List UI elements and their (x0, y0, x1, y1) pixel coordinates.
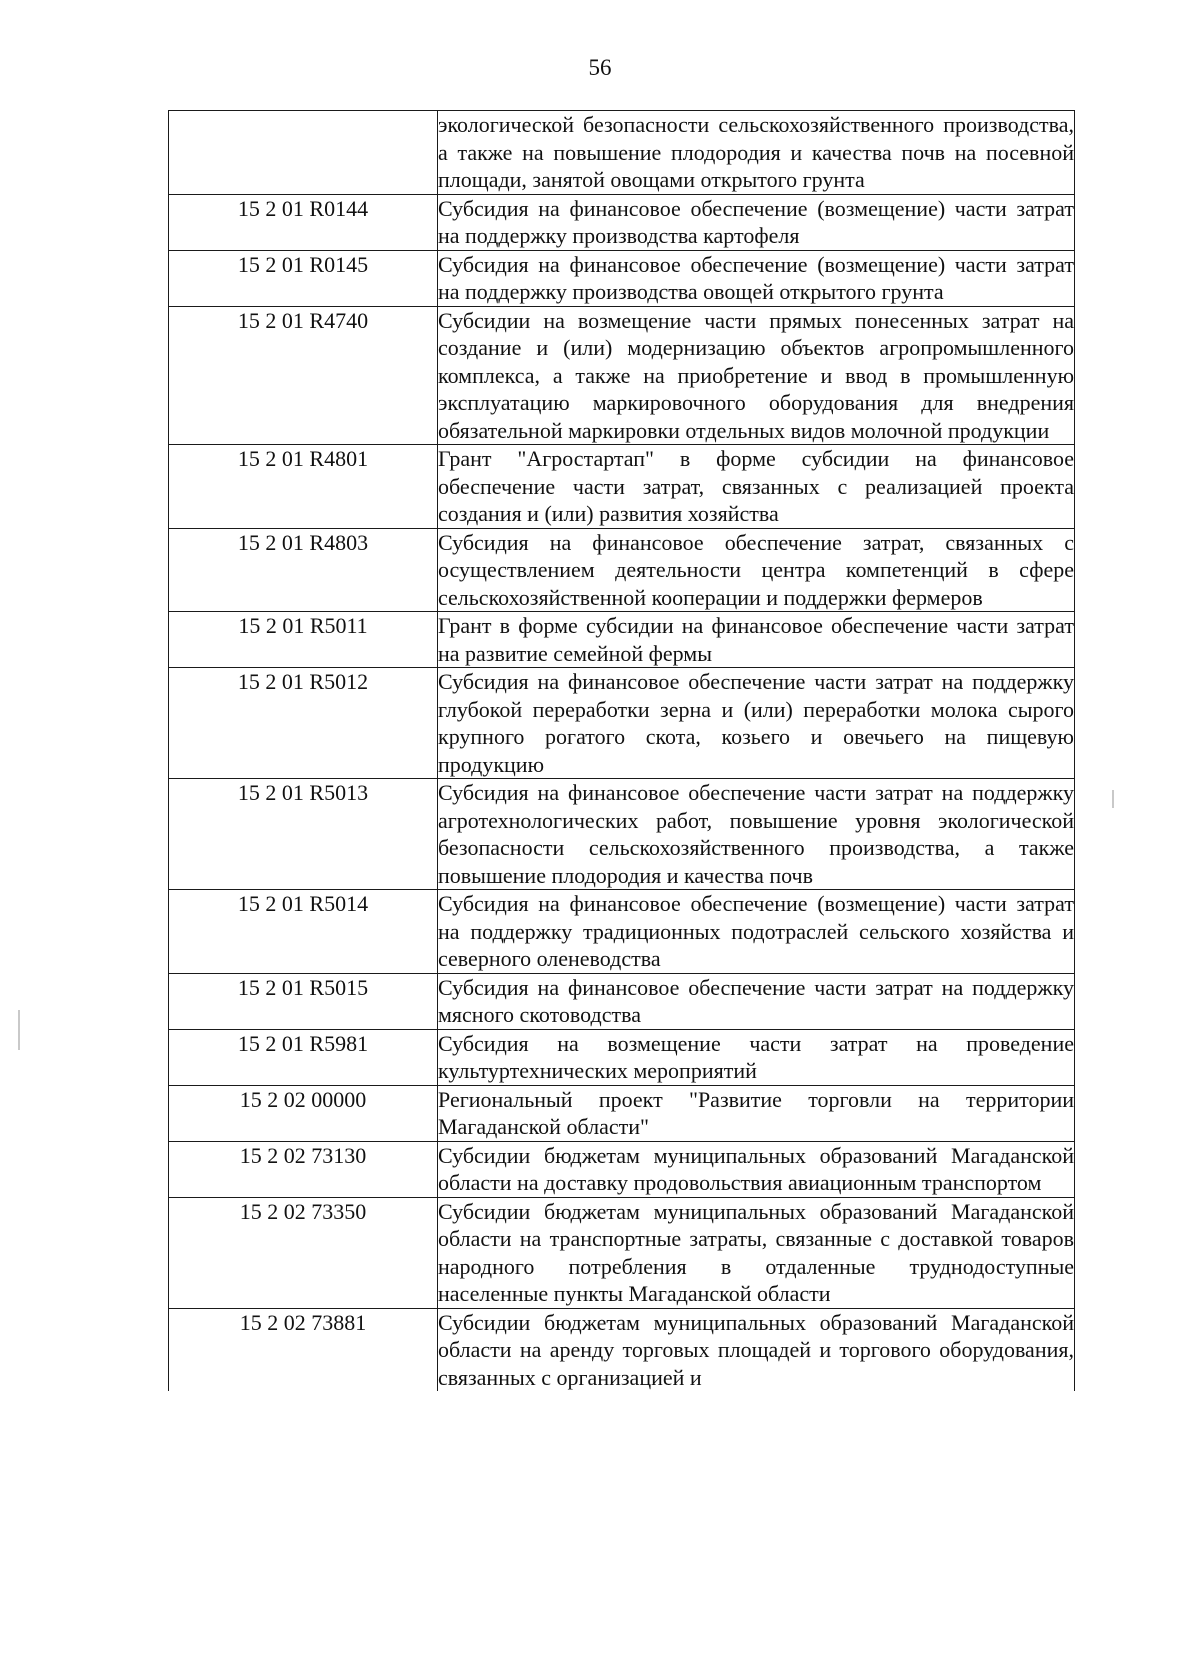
description-cell: Субсидия на финансовое обеспечение (возмещение) части затрат на поддержку производства овощей открытого грунта (438, 251, 1074, 304)
code-cell: 15 2 01 R5012 (169, 668, 438, 779)
table-row (169, 1197, 1075, 1308)
table-row (169, 306, 1075, 445)
code-cell: 15 2 02 73881 (169, 1308, 438, 1391)
code-cell: 15 2 01 R5981 (169, 1029, 438, 1085)
code-cell: 15 2 01 R4803 (169, 528, 438, 612)
description-cell: экологической безопасности сельскохозяйственного производства, а также на повышение плодородия и качества почв на посевной площади, занятой овощами открытого грунта (438, 112, 1074, 192)
code-cell: 15 2 01 R5011 (169, 612, 438, 668)
description-cell: Грант в форме субсидии на финансовое обеспечение части затрат на развитие семейной фермы (438, 613, 1074, 666)
table-row (169, 1085, 1075, 1141)
code-cell (169, 111, 438, 195)
table-row (169, 194, 1075, 250)
table-row (169, 111, 1075, 195)
description-cell: Субсидия на возмещение части затрат на проведение культуртехнических мероприятий (438, 1030, 1074, 1083)
code-cell: 15 2 01 R0145 (169, 250, 438, 306)
description-cell: Субсидия на финансовое обеспечение (возмещение) части затрат на поддержку производства картофеля (438, 195, 1074, 248)
code-cell: 15 2 02 73130 (169, 1141, 438, 1197)
page-number: 56 (588, 55, 612, 80)
code-cell: 15 2 02 73350 (169, 1197, 438, 1308)
table-row (169, 1308, 1075, 1391)
code-cell: 15 2 01 R5013 (169, 779, 438, 890)
scan-artifact-mark (18, 1010, 20, 1050)
description-cell: Региональный проект "Развитие торговли на территории Магаданской области" (438, 1086, 1074, 1139)
table-row (169, 612, 1075, 668)
code-cell: 15 2 01 R4740 (169, 306, 438, 445)
code-cell: 15 2 01 R5015 (169, 973, 438, 1029)
description-cell: Субсидии на возмещение части прямых понесенных затрат на создание и (или) модернизацию объектов агропромышленного комплекса, а также на приобретение и ввод в промышленную эксплуатацию маркировочного оборудования для внедрения обязательной маркировки отдельных видов молочной продукции (438, 307, 1074, 443)
description-cell: Субсидии бюджетам муниципальных образований Магаданской области на аренду торговых площадей и торгового оборудования, связанных с организацией и (438, 1309, 1074, 1390)
description-cell: Субсидии бюджетам муниципальных образований Магаданской области на транспортные затраты, связанные с доставкой товаров народного потребления в отдаленные труднодоступные населенные пункты Магаданской области (438, 1198, 1074, 1306)
code-cell: 15 2 01 R4801 (169, 445, 438, 529)
table-row (169, 973, 1075, 1029)
description-cell: Субсидия на финансовое обеспечение части затрат на поддержку агротехнологических работ, повышение уровня экологической безопасности сельскохозяйственного производства, а также повышение плодородия и качества почв (438, 780, 1074, 888)
description-cell: Субсидия на финансовое обеспечение части затрат на поддержку глубокой переработки зерна и (или) переработки молока сырого крупного рогатого скота, козьего и овечьего на пищевую продукцию (438, 669, 1074, 777)
table-row (169, 668, 1075, 779)
scan-artifact-mark (1112, 790, 1114, 808)
description-cell: Субсидии бюджетам муниципальных образований Магаданской области на доставку продовольствия авиационным транспортом (438, 1142, 1074, 1195)
description-cell: Субсидия на финансовое обеспечение (возмещение) части затрат на поддержку традиционных подотраслей сельского хозяйства и северного оленеводства (438, 891, 1074, 971)
table-row (169, 779, 1075, 890)
description-cell: Субсидия на финансовое обеспечение затрат, связанных с осуществлением деятельности центра компетенций в сфере сельскохозяйственной кооперации и поддержки фермеров (438, 529, 1074, 610)
description-cell: Грант "Агростартап" в форме субсидии на финансовое обеспечение части затрат, связанных с реализацией проекта создания и (или) развития хозяйства (438, 446, 1074, 526)
code-cell: 15 2 01 R0144 (169, 194, 438, 250)
description-cell: Субсидия на финансовое обеспечение части затрат на поддержку мясного скотоводства (438, 974, 1074, 1027)
table-row (169, 1029, 1075, 1085)
code-cell: 15 2 01 R5014 (169, 890, 438, 974)
budget-code-table (168, 110, 1075, 1391)
table-row (169, 528, 1075, 612)
table-row (169, 445, 1075, 529)
table-row (169, 1141, 1075, 1197)
table-row (169, 250, 1075, 306)
code-cell: 15 2 02 00000 (169, 1085, 438, 1141)
table-row (169, 890, 1075, 974)
